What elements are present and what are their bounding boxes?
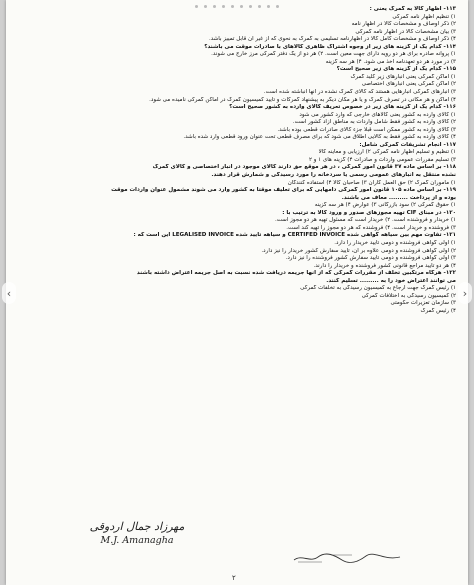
question-text: ۱۱۳- اظهار کالا به گمرک یعنی : (369, 6, 456, 12)
answer-option: ۳) تسلیم مقررات عمومی واردات و صادرات ۴) گزینه های ۱ و ۲ (308, 156, 456, 163)
answer-option: ۴) ذکر اوصاف و مشخصات کامل کالا در اظهارنامه تسلیمی به گمرک به نحوی که از غیر آن قابل تمییز باشد. (208, 36, 456, 43)
question-text: ۱۲۱- تفاوت مهم بین سیاهه گواهی شده CERTIFED INVOICE و سیاهه تایید شده LEGALISED INVOICE این است که : (133, 232, 456, 239)
answer-option: ۳) فروشنده و خریدار است. ۴) فروشنده که هر دو مجوز را تهیه کند است. (286, 224, 456, 231)
signature-persian: مهرزاد جمال اردوقی (89, 520, 185, 533)
chevron-right-icon: › (462, 286, 468, 300)
answer-option: ۳) کالای وارده به کشور ممکن است قبلاً جزء کالای صادرات قطعی بوده باشد. (277, 126, 456, 133)
answer-option: ۲) کمیسیون رسیدگی به اختلافات گمرکی (361, 292, 456, 299)
answer-option: ۳) بیان مشخصات کالا در اظهار نامه گمرکی (355, 28, 456, 35)
answer-option: ۴) رئیس گمرک (420, 307, 456, 314)
stamp-scribble (292, 552, 402, 564)
answer-option: ۳) اولی گواهی فروشنده و دومی تایید سفارش کشور فروشنده را نیز دارد. (285, 255, 456, 262)
question-text: ۱۲۰- در مبنای CIF تهیه مجوزهای صدور و ورود کالا به ترتیب با : (282, 209, 456, 216)
answer-option: ۱) کالای وارده به کشور یعنی کالاهای خارجی که وارد کشور می شود (299, 111, 456, 118)
question-text: ۱۱۹- بر اساس ماده ۱۰۵ قانون امور گمرکی دامهایی که برای تعلیف موقتاً به کشور وارد می شوند مشمول عنوان واردات موقت (111, 187, 456, 194)
answer-option: ۳) در مورد هر دو تعهدنامه اخذ می شود. ۴) هر سه گزینه (325, 58, 456, 65)
question-text: ۱۱۷- انجام تشریفات گمرکی شامل: (359, 141, 456, 148)
answer-option: ۱) اولی گواهی فروشنده و دومی تایید خریدار را دارد. (334, 239, 456, 246)
page-number: ۲ (232, 574, 236, 582)
question-text: می توانند اعتراض خود را به ......... تسلیم کنند. (326, 277, 456, 284)
document-page (6, 0, 468, 585)
question-text: ۱۱۴- کدام یک از گزینه های زیر از وجوه اشتراک ظاهری کالاهای با صادرات موقت می باشند؟ (204, 43, 456, 50)
signature-latin: M.J. Amanagha (100, 535, 174, 546)
answer-option: ۳) انبارهای گمرکی انبارهایی هستند که کالای گمرک نشده در آنها انباشته شده است. (263, 89, 456, 96)
answer-option: ۱) تنظیم و تسلیم اظهار نامه گمرکی ۲) ارزیابی و معاینه کالا (318, 149, 456, 156)
answer-option: ۲) اولی گواهی فروشنده و دومی علاوه بر آن، تایید سفارش کشور خریدار را نیز دارد. (261, 247, 456, 254)
question-text: بوده و از پرداخت ......... معاف می باشند. (341, 194, 456, 201)
chevron-left-icon: ‹ (6, 286, 12, 300)
answer-option: ۴) اماکن و هر مکانی در تصرف گمرک و یا هر مکان دیگر به پیشنهاد گمرکات و تایید کمیسیون گمرک در اماکن گمرکی نامیده می شود. (149, 96, 456, 103)
answer-option: ۱) تنظیم اظهار نامه گمرکی (392, 13, 456, 20)
answer-option: ۱) حقوق گمرکی ۲) سود بازرگانی ۳) عوارض ۴) هر سه گزینه (314, 202, 456, 209)
answer-option: ۱) پروانه صادره برای هر دو رویه دارای جهت معین است. ۲) هر دو از یک دفتر گمرکی مرز خارج می شوند. (211, 51, 456, 58)
question-text: نشده منتقل به انبارهای عمومی رسمی یا سردخانه را مورد رسیدگی و شمارش قرار دهند. (211, 172, 456, 179)
answer-option: ۲) ذکر اوصاف و مشخصات کالا در اظهار نامه (351, 21, 456, 28)
next-image-button[interactable] (458, 282, 472, 304)
answer-option: ۴) کالای وارده به کشور فقط به کالایی اطلاق می شود که برای مصرف قطعی تحت عنوان ورود قطعی وارد شده باشد. (183, 134, 456, 141)
answer-option: ۱) مأموران گمرک ۲) حق العمل کاران ۳) صاحبان کالا ۴) استفاده کنندگان (287, 179, 456, 186)
previous-image-button[interactable] (2, 282, 16, 304)
question-text: ۱۲۲- هرگاه مرتکبین تخلف از مقررات گمرکی که از آنها جریمه دریافت شده نسبت به اصل جریمه اعتراض داشته باشند (136, 270, 456, 277)
answer-option: ۴) هر دو تایید مراجع قانونی کشور فروشنده و خریدار را دارند. (313, 262, 456, 269)
answer-option: ۱) رئیس گمرک جهت ارجاع به کمیسیون رسیدگی به تخلفات گمرکی (300, 285, 456, 292)
question-text: ۱۱۵- کدام یک از گزینه های زیر صحیح است؟ (336, 66, 456, 73)
answer-option: ۱) اماکن گمرکی یعنی انبارهای زیر کلید گمرک (350, 73, 456, 80)
question-list (20, 6, 456, 315)
answer-option: ۱) خریدار و فروشنده است. ۲) خریدار است که مسئول تهیه هر دو مجوز است. (274, 217, 456, 224)
answer-option: ۲) کالای وارده به کشور فقط شامل واردات به مناطق آزاد کشور است. (292, 119, 456, 126)
question-text: ۱۱۸- بر اساس ماده ۳۷ قانون امور گمرکی ، در هر موقع حق دارند کالای موجود در انبار اختصاصی و کالای گمرک (152, 164, 456, 171)
question-text: ۱۱۶- کدام یک از گزینه های زیر در خصوص تعریف کالای وارده به کشور صحیح است؟ (229, 104, 456, 111)
answer-option: ۲) اماکن گمرکی یعنی انبارهای اختصاصی (361, 81, 456, 88)
answer-option: ۳) سازمان تعزیرات حکومتی (390, 300, 456, 307)
signature (82, 520, 192, 560)
